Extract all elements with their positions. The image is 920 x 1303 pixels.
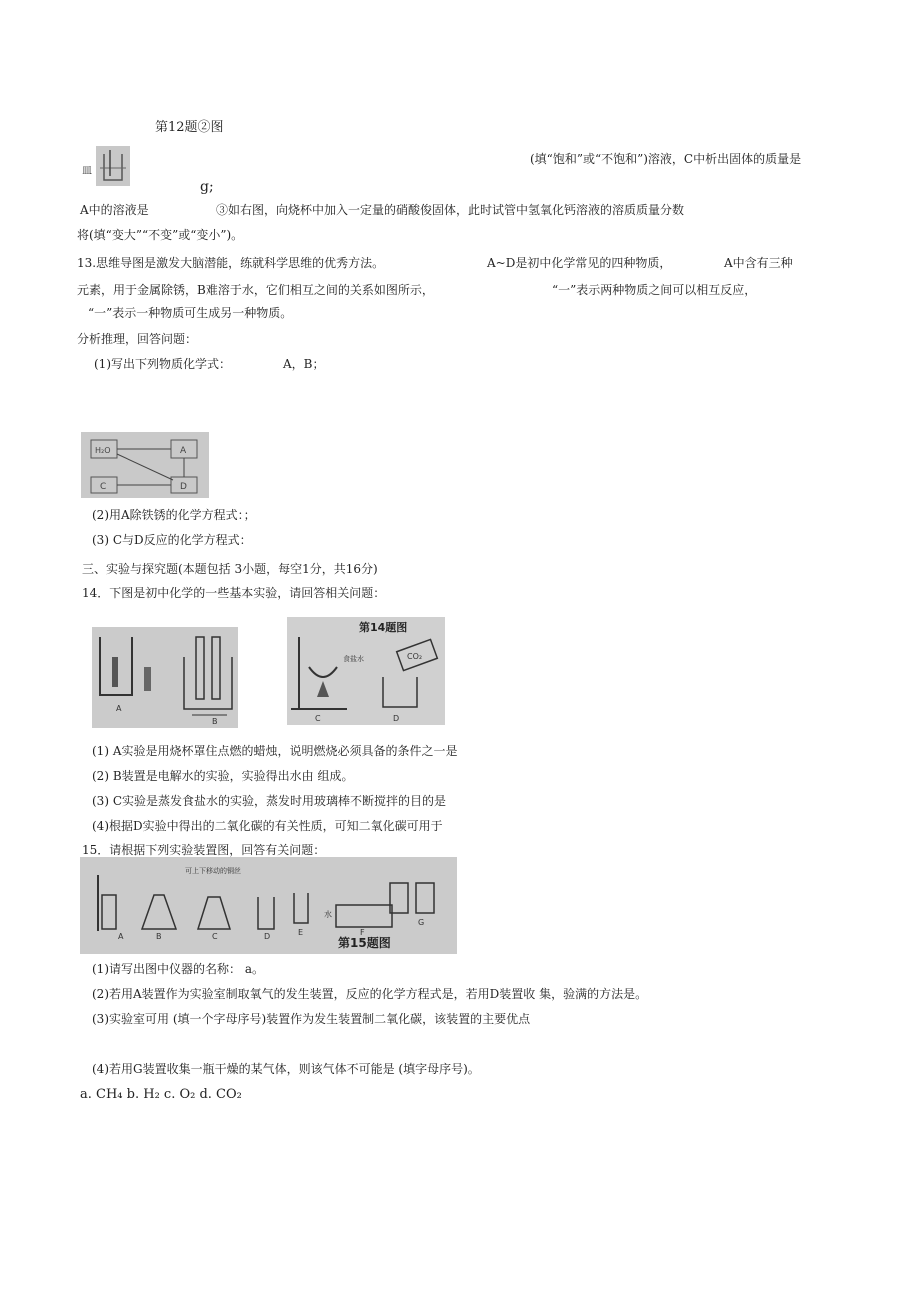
q15-top-label: 可上下移动的铜丝 — [185, 867, 241, 875]
q14-label-a: A — [116, 704, 122, 713]
q14-sub2: (2) B装置是电解水的实验，实验得出水由 组成。 — [92, 769, 354, 783]
q15-label-d: D — [264, 932, 271, 941]
q12-icon-label: 皿 — [82, 166, 92, 177]
diagram-label-a: A — [180, 446, 187, 456]
q15-water-label: 水 — [324, 910, 332, 919]
q14-label-b: B — [212, 717, 218, 726]
q15-sub4: (4)若用G装置收集一瓶干燥的某气体，则该气体不可能是 (填字母序号)。 — [92, 1062, 480, 1076]
section3-title: 三、实验与探究题(本题包括 3小题，每空1分，共16分) — [82, 562, 378, 576]
q14-figure-cd — [287, 617, 445, 725]
q13-relationship-diagram — [81, 432, 209, 498]
q15-options: a. CH₄ b. H₂ c. O₂ d. CO₂ — [80, 1087, 242, 1102]
q14-salt-label: 食盐水 — [343, 655, 364, 663]
diagram-label-d: D — [180, 482, 187, 492]
q13-sub1: (1)写出下列物质化学式： — [94, 357, 231, 371]
beaker-icon — [96, 146, 130, 186]
q15-sub3: (3)实验室可用 (填一个字母序号)装置作为发生装置制二氧化碳，该装置的主要优点 — [92, 1012, 531, 1026]
q14-label-c: C — [315, 714, 321, 723]
q13-line3: “一”表示一种物质可生成另一种物质。 — [88, 306, 293, 320]
q15-label-a: A — [118, 932, 124, 941]
q14-sub3: (3) C实验是蒸发食盐水的实验，蒸发时用玻璃棒不断搅拌的目的是 — [92, 794, 446, 808]
diagram-label-c: C — [100, 482, 107, 492]
q13-line4: 分析推理，回答问题： — [77, 332, 198, 346]
q13-intro-a: 13.思维导图是激发大脑潜能，练就科学思维的优秀方法。 — [77, 256, 385, 270]
q12-line2b: ③如右图，向烧杯中加入一定量的硝酸俊固体，此时试管中氢氧化钙溶液的溶质质量分数 — [216, 203, 685, 217]
q14-sub1: (1) A实验是用烧杯罩住点燃的蜡烛，说明燃烧必须具备的条件之一是 — [92, 744, 458, 758]
q13-sub2: (2)用A除铁锈的化学方程式：； — [92, 508, 256, 522]
q15-label-g: G — [418, 918, 425, 927]
q15-sub2: (2)若用A装置作为实验室制取氧气的发生装置，反应的化学方程式是，若用D装置收 集，验满的方法是。 — [92, 987, 648, 1001]
q13-intro-c: A中含有三种 — [724, 256, 793, 270]
q15-label-f: F — [360, 928, 365, 937]
q13-intro-b: A~D是初中化学常见的四种物质， — [487, 256, 672, 270]
q15-intro: 15．请根据下列实验装置图，回答有关问题： — [82, 843, 326, 857]
q14-sub4: (4)根据D实验中得出的二氧化碳的有关性质，可知二氧化碳可用于 — [92, 819, 443, 833]
q13-line2b: “一”表示两种物质之间可以相互反应， — [552, 283, 757, 297]
q15-apparatus-figure — [80, 857, 457, 954]
q13-sub1-answer: A，B； — [283, 357, 325, 371]
q14-figure-title: 第14题图 — [359, 621, 408, 634]
q13-sub3: (3) C与D反应的化学方程式： — [92, 533, 252, 547]
q15-label-b: B — [156, 932, 162, 941]
q15-figure-title: 第15题图 — [338, 936, 391, 950]
q12-unit: g; — [200, 179, 214, 195]
q14-figure-ab — [92, 627, 238, 728]
candle-icon — [112, 657, 118, 687]
q13-line2a: 元素，用于金属除锈，B难溶于水，它们相互之间的关系如图所示， — [77, 283, 434, 297]
q15-sub1: (1)请写出图中仪器的名称： a。 — [92, 962, 264, 976]
q12-beaker-figure — [96, 146, 130, 186]
q12-figure-caption: 第12题②图 — [155, 120, 224, 135]
q15-label-c: C — [212, 932, 218, 941]
q12-line2a: A中的溶液是 — [80, 203, 149, 217]
q14-intro: 14．下图是初中化学的一些基本实验，请回答相关问题： — [82, 586, 386, 600]
q12-line3: 将(填“变大”“不变”或“变小”)。 — [77, 228, 244, 242]
candle-icon — [144, 667, 151, 691]
q14-co2-label: CO₂ — [407, 652, 423, 661]
diagram-label-h2o: H₂O — [95, 446, 111, 455]
q15-label-e: E — [298, 928, 304, 937]
q14-label-d: D — [393, 714, 400, 723]
q12-line1: (填“饱和”或“不饱和”)溶液，C中析出固体的质量是 — [530, 152, 802, 166]
